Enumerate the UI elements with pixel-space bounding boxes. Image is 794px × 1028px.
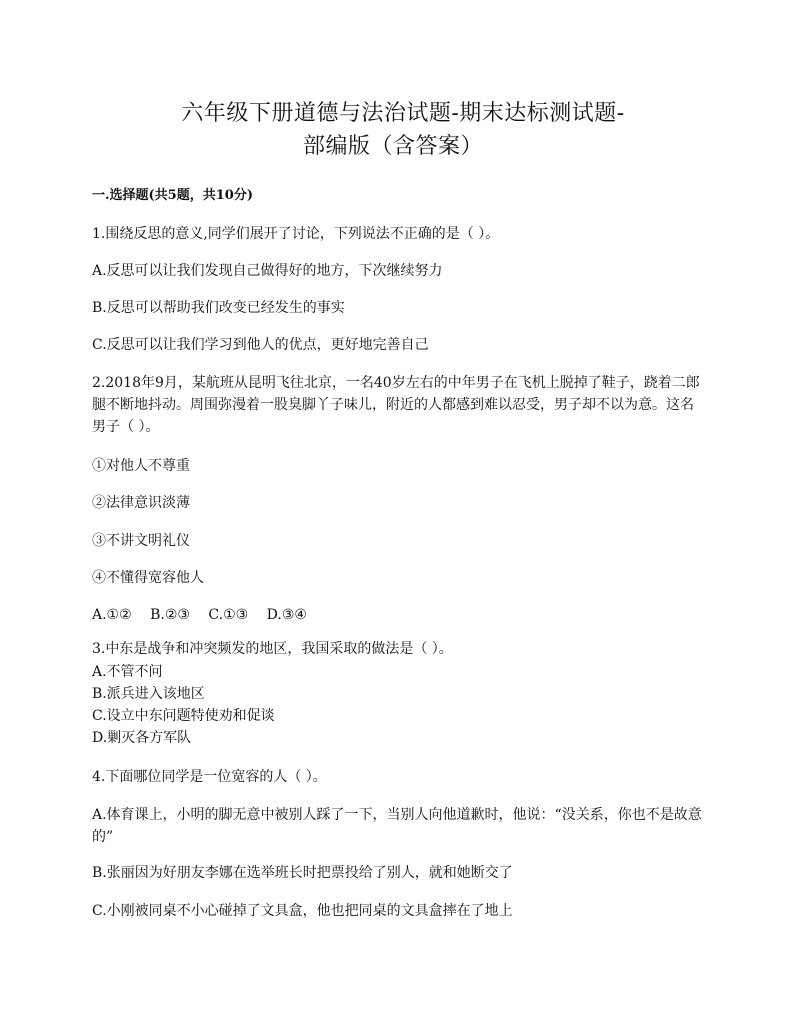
question-4-option-b: B.张丽因为好朋友李娜在选举班长时把票投给了别人，就和她断交了 [92,865,513,881]
question-2-choices [92,604,321,626]
question-4-option-c: C.小刚被同桌不小心碰掉了文具盒，他也把同桌的文具盒摔在了地上 [92,903,513,919]
question-2-choice-c: C.①③ [208,607,249,623]
question-3-stem: 3.中东是战争和冲突频发的地区，我国采取的做法是（ ）。 [92,641,453,657]
question-2-choice-d: D.③④ [266,607,307,623]
question-1-option-c: C.反思可以让我们学习到他人的优点，更好地完善自己 [92,337,429,353]
question-3-option-a: A.不管不问 [92,664,163,680]
question-2-choice-a: A.①② [92,607,132,623]
question-3-option-d: D.剿灭各方军队 [92,730,192,746]
page-title-line-2: 部编版（含答案） [302,134,483,159]
question-2-choice-b: B.②③ [150,607,190,623]
question-3-option-c: C.设立中东问题特使劝和促谈 [92,708,275,724]
question-4-stem: 4.下面哪位同学是一位宽容的人（ ）。 [92,769,327,785]
question-2-statement-3: ③不讲文明礼仪 [92,533,190,549]
question-1-stem: 1.围绕反思的意义,同学们展开了讨论，下列说法不正确的是（ ）。 [92,226,500,242]
question-4-option-a: A.体育课上，小明的脚无意中被别人踩了一下，当别人向他道歉时，他说：“没关系，你也不是故意的” [92,807,702,845]
question-2-statement-1: ①对他人不尊重 [92,458,190,474]
question-2-statement-4: ④不懂得宽容他人 [92,570,204,586]
question-3-option-b: B.派兵进入该地区 [92,686,205,702]
section-heading: 一.选择题(共5题，共10分) [92,188,253,203]
question-1-option-b: B.反思可以帮助我们改变已经发生的事实 [92,300,345,316]
page-title-line-1: 六年级下册道德与法治试题-期末达标测试题- [181,101,625,126]
question-2-statement-2: ②法律意识淡薄 [92,495,190,511]
question-2-stem: 2.2018年9月，某航班从昆明飞往北京，一名40岁左右的中年男子在飞机上脱掉了鞋子，跷着二郎腿不断地抖动。周围弥漫着一股臭脚丫子味儿，附近的人都感到难以忍受，男子却不以为意。这名男子（ ）。 [92,375,700,435]
question-1-option-a: A.反思可以让我们发现自己做得好的地方，下次继续努力 [92,263,443,279]
